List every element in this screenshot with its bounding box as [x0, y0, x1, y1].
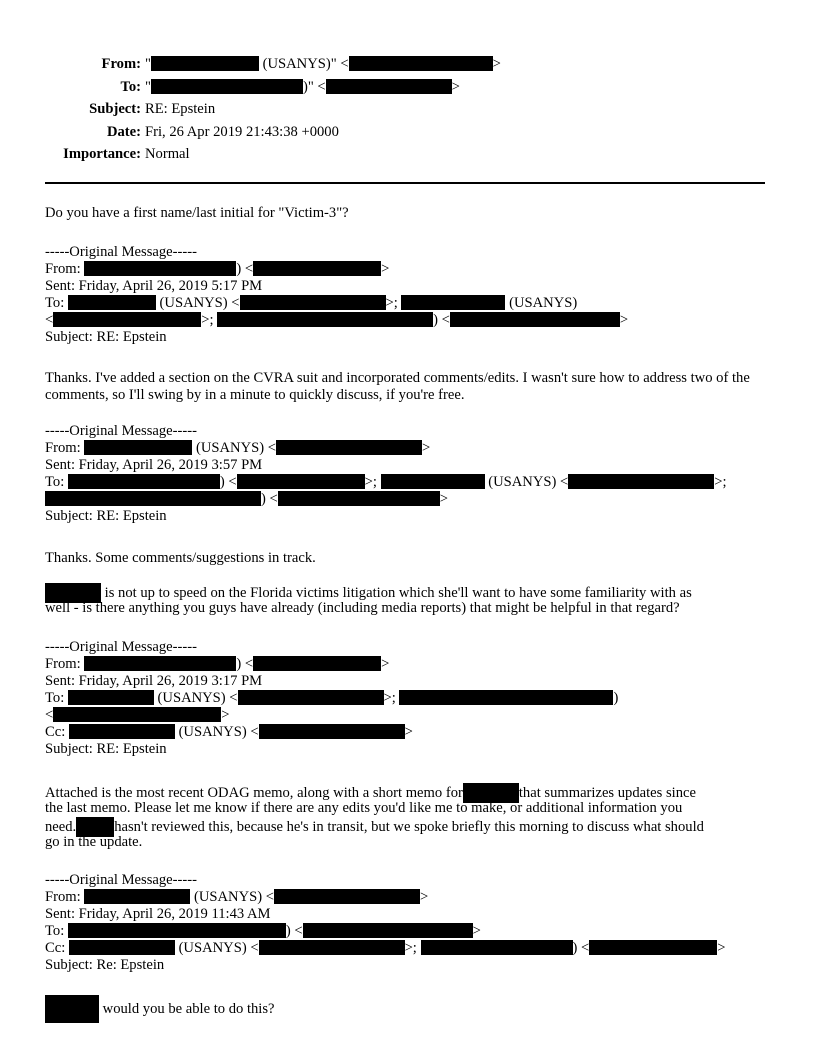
redaction — [68, 923, 286, 938]
quoted-cc: Cc: (USANYS) < > — [45, 724, 413, 740]
redaction — [53, 312, 201, 327]
quoted-to-continued: ) < > — [45, 491, 775, 508]
quoted-sent: Sent: Friday, April 26, 2019 5:17 PM — [45, 278, 263, 294]
redaction — [303, 923, 473, 938]
from-value: " (USANYS)" < > — [145, 56, 501, 72]
redaction — [401, 295, 505, 310]
quoted-subject: Subject: Re: Epstein — [45, 957, 165, 973]
redaction — [326, 79, 452, 94]
redaction — [568, 474, 714, 489]
from-label: From: — [101, 56, 141, 72]
redaction — [151, 79, 303, 94]
redaction — [84, 440, 192, 455]
redaction — [53, 707, 221, 722]
quoted-to: To: ) < > — [45, 923, 481, 939]
quoted-subject: Subject: RE: Epstein — [45, 508, 167, 524]
importance-value: Normal — [145, 146, 190, 162]
redaction — [253, 261, 381, 276]
subject-label: Subject: — [89, 101, 141, 117]
date-label: Date: — [106, 123, 141, 140]
redaction — [45, 491, 261, 506]
quoted-from: From: ) < > — [45, 656, 390, 672]
original-message-separator: -----Original Message----- — [45, 872, 197, 888]
header-divider — [45, 182, 765, 184]
redaction — [84, 261, 236, 276]
message-3-text: Attached is the most recent ODAG memo, along with a short memo for that summarizes updates since the last memo. Please let me know if there are any edits you'd like me to make, or additional information you need. hasn't reviewed this, because he's in transit, but we spoke briefly this morning to discuss what should go in the update. — [45, 785, 704, 850]
header-date-row — [0, 124, 816, 147]
redaction — [589, 940, 717, 955]
header-importance-row — [0, 146, 816, 169]
redaction — [217, 312, 433, 327]
redaction — [151, 56, 259, 71]
quoted-message-4 — [45, 872, 775, 974]
redaction — [237, 474, 365, 489]
body-question: Do you have a first name/last initial for "Victim-3"? — [45, 205, 349, 221]
importance-label: Importance: — [63, 146, 141, 162]
quoted-from: From: ) < > — [45, 261, 390, 277]
header-from-row — [0, 56, 816, 79]
email-header — [0, 56, 816, 169]
redaction — [68, 690, 154, 705]
redaction — [381, 474, 485, 489]
message-1-text: Thanks. I've added a section on the CVRA suit and incorporated comments/edits. I wasn't sure how to address two of the comments, so I'll swing by in a minute to quickly discuss, if you're free. — [45, 370, 750, 403]
quoted-to-continued: < > — [45, 707, 230, 723]
quoted-to: To: (USANYS) < >; ) — [45, 690, 619, 706]
redaction — [450, 312, 620, 327]
redaction — [238, 690, 384, 705]
redaction — [69, 940, 175, 955]
quoted-from: From: (USANYS) < > — [45, 440, 431, 456]
redaction — [84, 889, 190, 904]
to-value: " )" < > — [145, 78, 460, 95]
quoted-message-3 — [45, 639, 775, 758]
quoted-subject: Subject: RE: Epstein — [45, 741, 167, 757]
subject-value: RE: Epstein — [145, 101, 216, 117]
quoted-to: To: (USANYS) < >; (USANYS) — [45, 295, 578, 311]
quoted-message-1 — [45, 244, 775, 346]
redaction — [349, 56, 493, 71]
original-message-separator: -----Original Message----- — [45, 423, 197, 439]
message-2-text: Thanks. Some comments/suggestions in track. — [45, 550, 316, 566]
quoted-from: From: (USANYS) < > — [45, 889, 429, 905]
redaction — [240, 295, 386, 310]
quoted-subject: Subject: RE: Epstein — [45, 329, 167, 345]
final-line: would you be able to do this? — [45, 995, 775, 1023]
redaction — [68, 295, 156, 310]
redaction — [259, 724, 405, 739]
quoted-message-2 — [45, 423, 775, 525]
redaction — [276, 440, 422, 455]
quoted-cc: Cc: (USANYS) < >; ) < > — [45, 940, 726, 956]
redaction — [84, 656, 236, 671]
original-message-separator: -----Original Message----- — [45, 244, 197, 260]
redaction — [253, 656, 381, 671]
redaction — [274, 889, 420, 904]
quoted-to: To: ) < >; (USANYS) < >; — [45, 474, 727, 490]
redaction — [45, 995, 99, 1023]
redaction — [259, 940, 405, 955]
quoted-to-continued: < >; ) < > — [45, 312, 629, 328]
message-2-paragraph: is not up to speed on the Florida victims litigation which she'll want to have some familiarity with as well - is there anything you guys have already (including media reports) that might be helpful in that regard? — [45, 585, 692, 616]
redaction — [421, 940, 573, 955]
header-to-row — [0, 79, 816, 102]
header-subject-row — [0, 101, 816, 124]
quoted-sent: Sent: Friday, April 26, 2019 3:17 PM — [45, 673, 263, 689]
redaction — [278, 491, 440, 506]
quoted-sent: Sent: Friday, April 26, 2019 11:43 AM — [45, 906, 271, 922]
redaction — [399, 690, 613, 705]
redaction — [68, 474, 220, 489]
redaction — [69, 724, 175, 739]
original-message-separator: -----Original Message----- — [45, 639, 197, 655]
to-label: To: — [120, 78, 141, 95]
quoted-sent: Sent: Friday, April 26, 2019 3:57 PM — [45, 457, 263, 473]
date-value: Fri, 26 Apr 2019 21:43:38 +0000 — [145, 123, 339, 140]
